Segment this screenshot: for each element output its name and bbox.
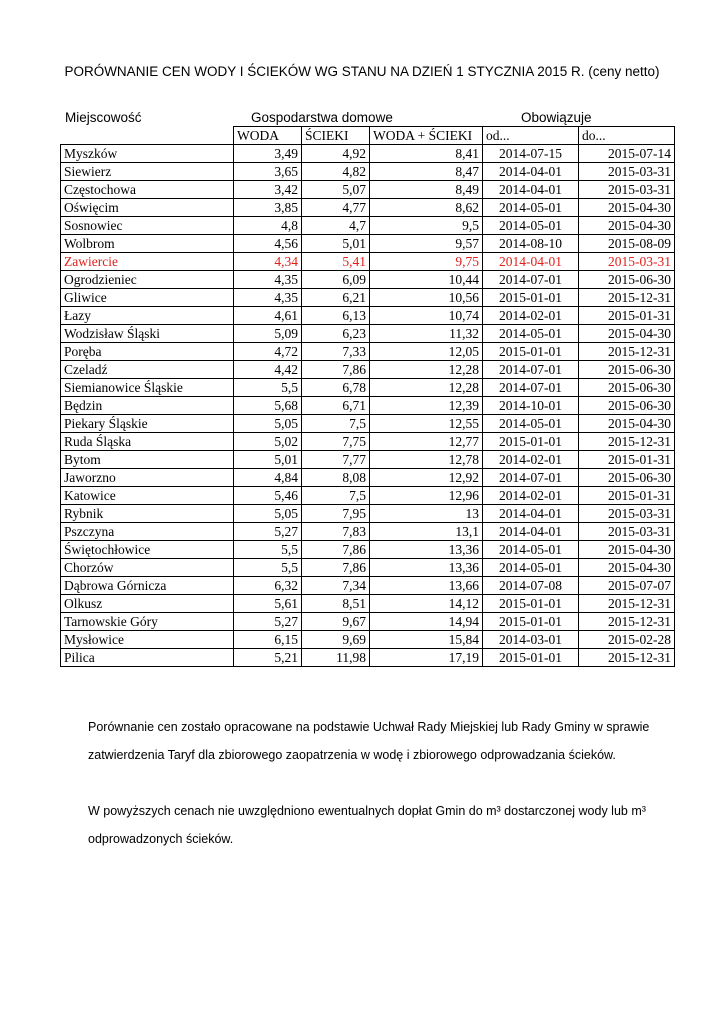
- total-price-cell: 8,41: [370, 145, 483, 163]
- location-cell: Siewierz: [61, 163, 234, 181]
- sewage-price-cell: 7,86: [302, 361, 370, 379]
- sewage-price-cell: 7,83: [302, 523, 370, 541]
- valid-to-cell: 2015-03-31: [579, 253, 675, 271]
- sewage-price-cell: 7,33: [302, 343, 370, 361]
- water-price-cell: 5,05: [234, 505, 302, 523]
- valid-from-cell: 2014-07-01: [483, 271, 579, 289]
- valid-to-cell: 2015-12-31: [579, 649, 675, 667]
- valid-to-cell: 2015-01-31: [579, 451, 675, 469]
- total-price-cell: 17,19: [370, 649, 483, 667]
- total-price-cell: 12,55: [370, 415, 483, 433]
- location-cell: Jaworzno: [61, 469, 234, 487]
- total-price-cell: 9,75: [370, 253, 483, 271]
- valid-to-cell: 2015-03-31: [579, 505, 675, 523]
- sewage-price-cell: 8,51: [302, 595, 370, 613]
- table-row: [61, 523, 675, 541]
- table-row: [61, 217, 675, 235]
- valid-from-cell: 2014-05-01: [483, 559, 579, 577]
- total-price-cell: 11,32: [370, 325, 483, 343]
- location-cell: Ruda Śląska: [61, 433, 234, 451]
- sewage-price-cell: 6,78: [302, 379, 370, 397]
- water-price-cell: 4,8: [234, 217, 302, 235]
- table-row: [61, 397, 675, 415]
- table-row: [61, 235, 675, 253]
- total-price-cell: 10,74: [370, 307, 483, 325]
- column-header-row: [61, 127, 675, 145]
- sewage-price-cell: 6,09: [302, 271, 370, 289]
- total-price-cell: 12,39: [370, 397, 483, 415]
- water-price-cell: 5,27: [234, 523, 302, 541]
- water-price-cell: 3,65: [234, 163, 302, 181]
- total-price-cell: 10,44: [370, 271, 483, 289]
- valid-from-cell: 2014-07-01: [483, 469, 579, 487]
- note-line: odprowadzonych ścieków.: [88, 832, 234, 846]
- valid-to-cell: 2015-04-30: [579, 217, 675, 235]
- total-price-cell: 8,49: [370, 181, 483, 199]
- households-header: Gospodarstwa domowe: [251, 110, 393, 125]
- table-row: [61, 199, 675, 217]
- table-row: [61, 631, 675, 649]
- water-price-cell: 4,56: [234, 235, 302, 253]
- valid-to-cell: 2015-12-31: [579, 289, 675, 307]
- table-row: [61, 253, 675, 271]
- water-price-cell: 5,27: [234, 613, 302, 631]
- total-price-cell: 14,12: [370, 595, 483, 613]
- sewage-price-cell: 6,71: [302, 397, 370, 415]
- valid-to-cell: 2015-04-30: [579, 199, 675, 217]
- sewage-price-cell: 4,92: [302, 145, 370, 163]
- total-price-cell: 9,5: [370, 217, 483, 235]
- sewage-price-cell: 9,69: [302, 631, 370, 649]
- location-cell: Rybnik: [61, 505, 234, 523]
- table-row: [61, 451, 675, 469]
- location-cell: Mysłowice: [61, 631, 234, 649]
- total-price-cell: 12,28: [370, 361, 483, 379]
- table-row: [61, 379, 675, 397]
- table-row: [61, 433, 675, 451]
- valid-from-cell: 2014-03-01: [483, 631, 579, 649]
- total-price-cell: 14,94: [370, 613, 483, 631]
- table-row: [61, 415, 675, 433]
- water-price-cell: 5,02: [234, 433, 302, 451]
- location-cell: Poręba: [61, 343, 234, 361]
- location-cell: Łazy: [61, 307, 234, 325]
- table-row: [61, 307, 675, 325]
- water-price-cell: 6,32: [234, 577, 302, 595]
- total-price-cell: 13,1: [370, 523, 483, 541]
- location-cell: Olkusz: [61, 595, 234, 613]
- water-price-cell: 4,35: [234, 289, 302, 307]
- location-cell: Częstochowa: [61, 181, 234, 199]
- valid-to-cell: 2015-07-07: [579, 577, 675, 595]
- table-row: [61, 541, 675, 559]
- total-price-cell: 9,57: [370, 235, 483, 253]
- water-price-cell: 5,5: [234, 541, 302, 559]
- location-cell: Pilica: [61, 649, 234, 667]
- valid-from-cell: 2014-02-01: [483, 307, 579, 325]
- valid-from-cell: 2014-07-15: [483, 145, 579, 163]
- valid-to-cell: 2015-07-14: [579, 145, 675, 163]
- valid-from-cell: 2014-04-01: [483, 505, 579, 523]
- table-row: [61, 613, 675, 631]
- valid-from-cell: 2014-05-01: [483, 325, 579, 343]
- water-price-cell: 3,85: [234, 199, 302, 217]
- valid-to-cell: 2015-04-30: [579, 415, 675, 433]
- valid-to-cell: 2015-04-30: [579, 541, 675, 559]
- location-cell: Świętochłowice: [61, 541, 234, 559]
- valid-from-cell: 2014-05-01: [483, 217, 579, 235]
- location-cell: Wolbrom: [61, 235, 234, 253]
- total-price-cell: 12,28: [370, 379, 483, 397]
- water-price-cell: 5,61: [234, 595, 302, 613]
- total-price-cell: 13,36: [370, 559, 483, 577]
- sewage-price-cell: 8,08: [302, 469, 370, 487]
- water-price-cell: 5,05: [234, 415, 302, 433]
- valid-from-cell: 2014-02-01: [483, 487, 579, 505]
- valid-from-cell: 2014-05-01: [483, 199, 579, 217]
- sewage-price-cell: 5,41: [302, 253, 370, 271]
- valid-to-cell: 2015-01-31: [579, 307, 675, 325]
- sewage-price-cell: 6,13: [302, 307, 370, 325]
- price-table: [60, 126, 675, 667]
- total-price-cell: 8,47: [370, 163, 483, 181]
- sewage-price-cell: 9,67: [302, 613, 370, 631]
- location-cell: Bytom: [61, 451, 234, 469]
- valid-from-cell: 2015-01-01: [483, 289, 579, 307]
- sewage-price-cell: 5,07: [302, 181, 370, 199]
- sewage-price-cell: 4,82: [302, 163, 370, 181]
- price-rows: [61, 145, 675, 667]
- sewage-price-cell: 5,01: [302, 235, 370, 253]
- sewage-price-cell: 7,34: [302, 577, 370, 595]
- table-row: [61, 145, 675, 163]
- note-line: Porównanie cen zostało opracowane na podstawie Uchwał Rady Miejskiej lub Rady Gminy w sprawie: [88, 720, 650, 734]
- location-cell: Oświęcim: [61, 199, 234, 217]
- valid-to-cell: 2015-06-30: [579, 469, 675, 487]
- valid-to-cell: 2015-02-28: [579, 631, 675, 649]
- valid-from-cell: 2014-10-01: [483, 397, 579, 415]
- location-cell: Czeladź: [61, 361, 234, 379]
- location-cell: Katowice: [61, 487, 234, 505]
- table-row: [61, 325, 675, 343]
- water-price-cell: 4,42: [234, 361, 302, 379]
- sewage-price-cell: 7,5: [302, 415, 370, 433]
- table-row: [61, 505, 675, 523]
- sewage-price-cell: 7,86: [302, 541, 370, 559]
- water-price-cell: 4,35: [234, 271, 302, 289]
- table-row: [61, 469, 675, 487]
- to-column-header: do...: [579, 127, 675, 145]
- table-row: [61, 181, 675, 199]
- valid-from-cell: 2014-04-01: [483, 253, 579, 271]
- blank-header-cell: [61, 127, 234, 145]
- total-column-header: WODA + ŚCIEKI: [370, 127, 483, 145]
- water-price-cell: 4,84: [234, 469, 302, 487]
- valid-to-cell: 2015-03-31: [579, 163, 675, 181]
- valid-from-cell: 2014-02-01: [483, 451, 579, 469]
- location-cell: Będzin: [61, 397, 234, 415]
- notes: [88, 713, 688, 853]
- sewage-price-cell: 4,7: [302, 217, 370, 235]
- table-row: [61, 361, 675, 379]
- valid-from-cell: 2015-01-01: [483, 613, 579, 631]
- table-row: [61, 343, 675, 361]
- valid-from-cell: 2014-04-01: [483, 163, 579, 181]
- valid-to-cell: 2015-06-30: [579, 397, 675, 415]
- total-price-cell: 8,62: [370, 199, 483, 217]
- table-row: [61, 559, 675, 577]
- water-price-cell: 4,61: [234, 307, 302, 325]
- sewage-price-cell: 11,98: [302, 649, 370, 667]
- valid-from-cell: 2015-01-01: [483, 433, 579, 451]
- valid-from-cell: 2014-08-10: [483, 235, 579, 253]
- valid-to-cell: 2015-12-31: [579, 613, 675, 631]
- water-column-header: WODA: [234, 127, 302, 145]
- table-row: [61, 649, 675, 667]
- total-price-cell: 12,77: [370, 433, 483, 451]
- total-price-cell: 12,78: [370, 451, 483, 469]
- table-row: [61, 163, 675, 181]
- sewage-price-cell: 7,5: [302, 487, 370, 505]
- location-cell: Siemianowice Śląskie: [61, 379, 234, 397]
- water-price-cell: 6,15: [234, 631, 302, 649]
- valid-from-cell: 2014-05-01: [483, 415, 579, 433]
- valid-to-cell: 2015-03-31: [579, 523, 675, 541]
- water-price-cell: 3,42: [234, 181, 302, 199]
- water-price-cell: 5,09: [234, 325, 302, 343]
- page-title: PORÓWNANIE CEN WODY I ŚCIEKÓW WG STANU NA DZIEŃ 1 STYCZNIA 2015 R. (ceny netto): [64, 64, 660, 79]
- water-price-cell: 5,46: [234, 487, 302, 505]
- sewage-price-cell: 6,23: [302, 325, 370, 343]
- valid-to-cell: 2015-06-30: [579, 271, 675, 289]
- location-cell: Wodzisław Śląski: [61, 325, 234, 343]
- sewage-price-cell: 7,77: [302, 451, 370, 469]
- sewage-column-header: ŚCIEKI: [302, 127, 370, 145]
- valid-to-cell: 2015-08-09: [579, 235, 675, 253]
- valid-from-cell: 2015-01-01: [483, 595, 579, 613]
- valid-to-cell: 2015-03-31: [579, 181, 675, 199]
- total-price-cell: 15,84: [370, 631, 483, 649]
- table-row: [61, 289, 675, 307]
- valid-to-cell: 2015-04-30: [579, 325, 675, 343]
- total-price-cell: 13,36: [370, 541, 483, 559]
- location-header: Miejscowość: [65, 110, 142, 125]
- total-price-cell: 12,92: [370, 469, 483, 487]
- valid-to-cell: 2015-12-31: [579, 595, 675, 613]
- valid-from-cell: 2014-04-01: [483, 523, 579, 541]
- valid-from-cell: 2015-01-01: [483, 649, 579, 667]
- location-cell: Ogrodzieniec: [61, 271, 234, 289]
- water-price-cell: 5,21: [234, 649, 302, 667]
- table-row: [61, 487, 675, 505]
- table-row: [61, 271, 675, 289]
- location-cell: Chorzów: [61, 559, 234, 577]
- valid-from-cell: 2014-04-01: [483, 181, 579, 199]
- sewage-price-cell: 6,21: [302, 289, 370, 307]
- location-cell: Pszczyna: [61, 523, 234, 541]
- valid-to-cell: 2015-04-30: [579, 559, 675, 577]
- water-price-cell: 5,01: [234, 451, 302, 469]
- valid-to-cell: 2015-06-30: [579, 379, 675, 397]
- valid-from-cell: 2014-05-01: [483, 541, 579, 559]
- total-price-cell: 13: [370, 505, 483, 523]
- valid-from-cell: 2014-07-01: [483, 361, 579, 379]
- notes-spacer: [88, 769, 688, 797]
- water-price-cell: 5,5: [234, 559, 302, 577]
- sewage-price-cell: 4,77: [302, 199, 370, 217]
- water-price-cell: 5,68: [234, 397, 302, 415]
- location-cell: Tarnowskie Góry: [61, 613, 234, 631]
- location-cell: Gliwice: [61, 289, 234, 307]
- valid-to-cell: 2015-12-31: [579, 433, 675, 451]
- sewage-price-cell: 7,95: [302, 505, 370, 523]
- location-cell: Piekary Śląskie: [61, 415, 234, 433]
- valid-to-cell: 2015-06-30: [579, 361, 675, 379]
- water-price-cell: 4,34: [234, 253, 302, 271]
- valid-to-cell: 2015-01-31: [579, 487, 675, 505]
- water-price-cell: 3,49: [234, 145, 302, 163]
- sewage-price-cell: 7,75: [302, 433, 370, 451]
- water-price-cell: 5,5: [234, 379, 302, 397]
- location-cell: Dąbrowa Górnicza: [61, 577, 234, 595]
- note-line: W powyższych cenach nie uwzględniono ewentualnych dopłat Gmin do m³ dostarczonej wody lub m³: [88, 804, 646, 818]
- sewage-price-cell: 7,86: [302, 559, 370, 577]
- valid-from-cell: 2014-07-08: [483, 577, 579, 595]
- location-cell: Sosnowiec: [61, 217, 234, 235]
- valid-from-cell: 2015-01-01: [483, 343, 579, 361]
- location-cell: Myszków: [61, 145, 234, 163]
- note-line: zatwierdzenia Taryf dla zbiorowego zaopatrzenia w wodę i zbiorowego odprowadzania ścieków.: [88, 748, 616, 762]
- valid-to-cell: 2015-12-31: [579, 343, 675, 361]
- from-column-header: od...: [483, 127, 579, 145]
- valid-header: Obowiązuje: [521, 110, 592, 125]
- total-price-cell: 12,05: [370, 343, 483, 361]
- total-price-cell: 10,56: [370, 289, 483, 307]
- total-price-cell: 13,66: [370, 577, 483, 595]
- water-price-cell: 4,72: [234, 343, 302, 361]
- valid-from-cell: 2014-07-01: [483, 379, 579, 397]
- table-row: [61, 577, 675, 595]
- location-cell: Zawiercie: [61, 253, 234, 271]
- total-price-cell: 12,96: [370, 487, 483, 505]
- table-row: [61, 595, 675, 613]
